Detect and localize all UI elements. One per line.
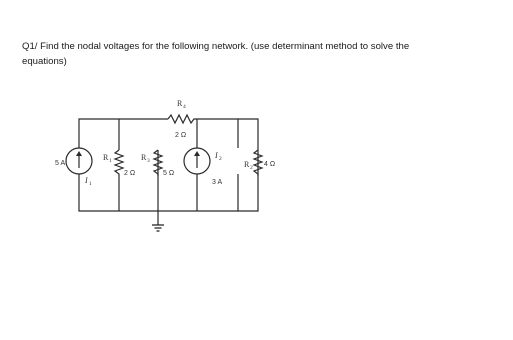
i2-sub: 2: [219, 156, 222, 162]
question-line-2: equations): [22, 56, 67, 67]
r2-value: 4 Ω: [264, 161, 276, 168]
r4-sub: 4: [183, 104, 186, 110]
current-source-i2: [184, 148, 210, 174]
r2-sub: 2: [250, 165, 253, 171]
i1-sub: 1: [89, 181, 92, 187]
resistor-r4: [168, 115, 197, 123]
r1-sub: 1: [109, 158, 112, 164]
i2-value: 3 A: [212, 179, 223, 186]
r1-symbol: R: [103, 153, 109, 162]
resistor-r1: [115, 150, 123, 176]
ground-symbol: [152, 225, 164, 231]
current-source-i1: [66, 148, 92, 174]
i1-symbol: I: [85, 176, 88, 185]
r2-symbol: R: [244, 160, 250, 169]
wire-top-branch: [158, 119, 238, 148]
r1-value: 2 Ω: [124, 170, 136, 177]
r4-value: 2 Ω: [175, 132, 187, 139]
i1-value: 5 A: [55, 160, 66, 167]
r3-value: 5 Ω: [163, 170, 175, 177]
r4-symbol: R: [177, 99, 183, 108]
question-line-1: Q1/ Find the nodal voltages for the following network. (use determinant method to solve the: [22, 41, 410, 52]
i2-symbol: I: [215, 151, 218, 160]
r3-sub: 3: [147, 158, 150, 164]
r3-symbol: R: [141, 153, 147, 162]
